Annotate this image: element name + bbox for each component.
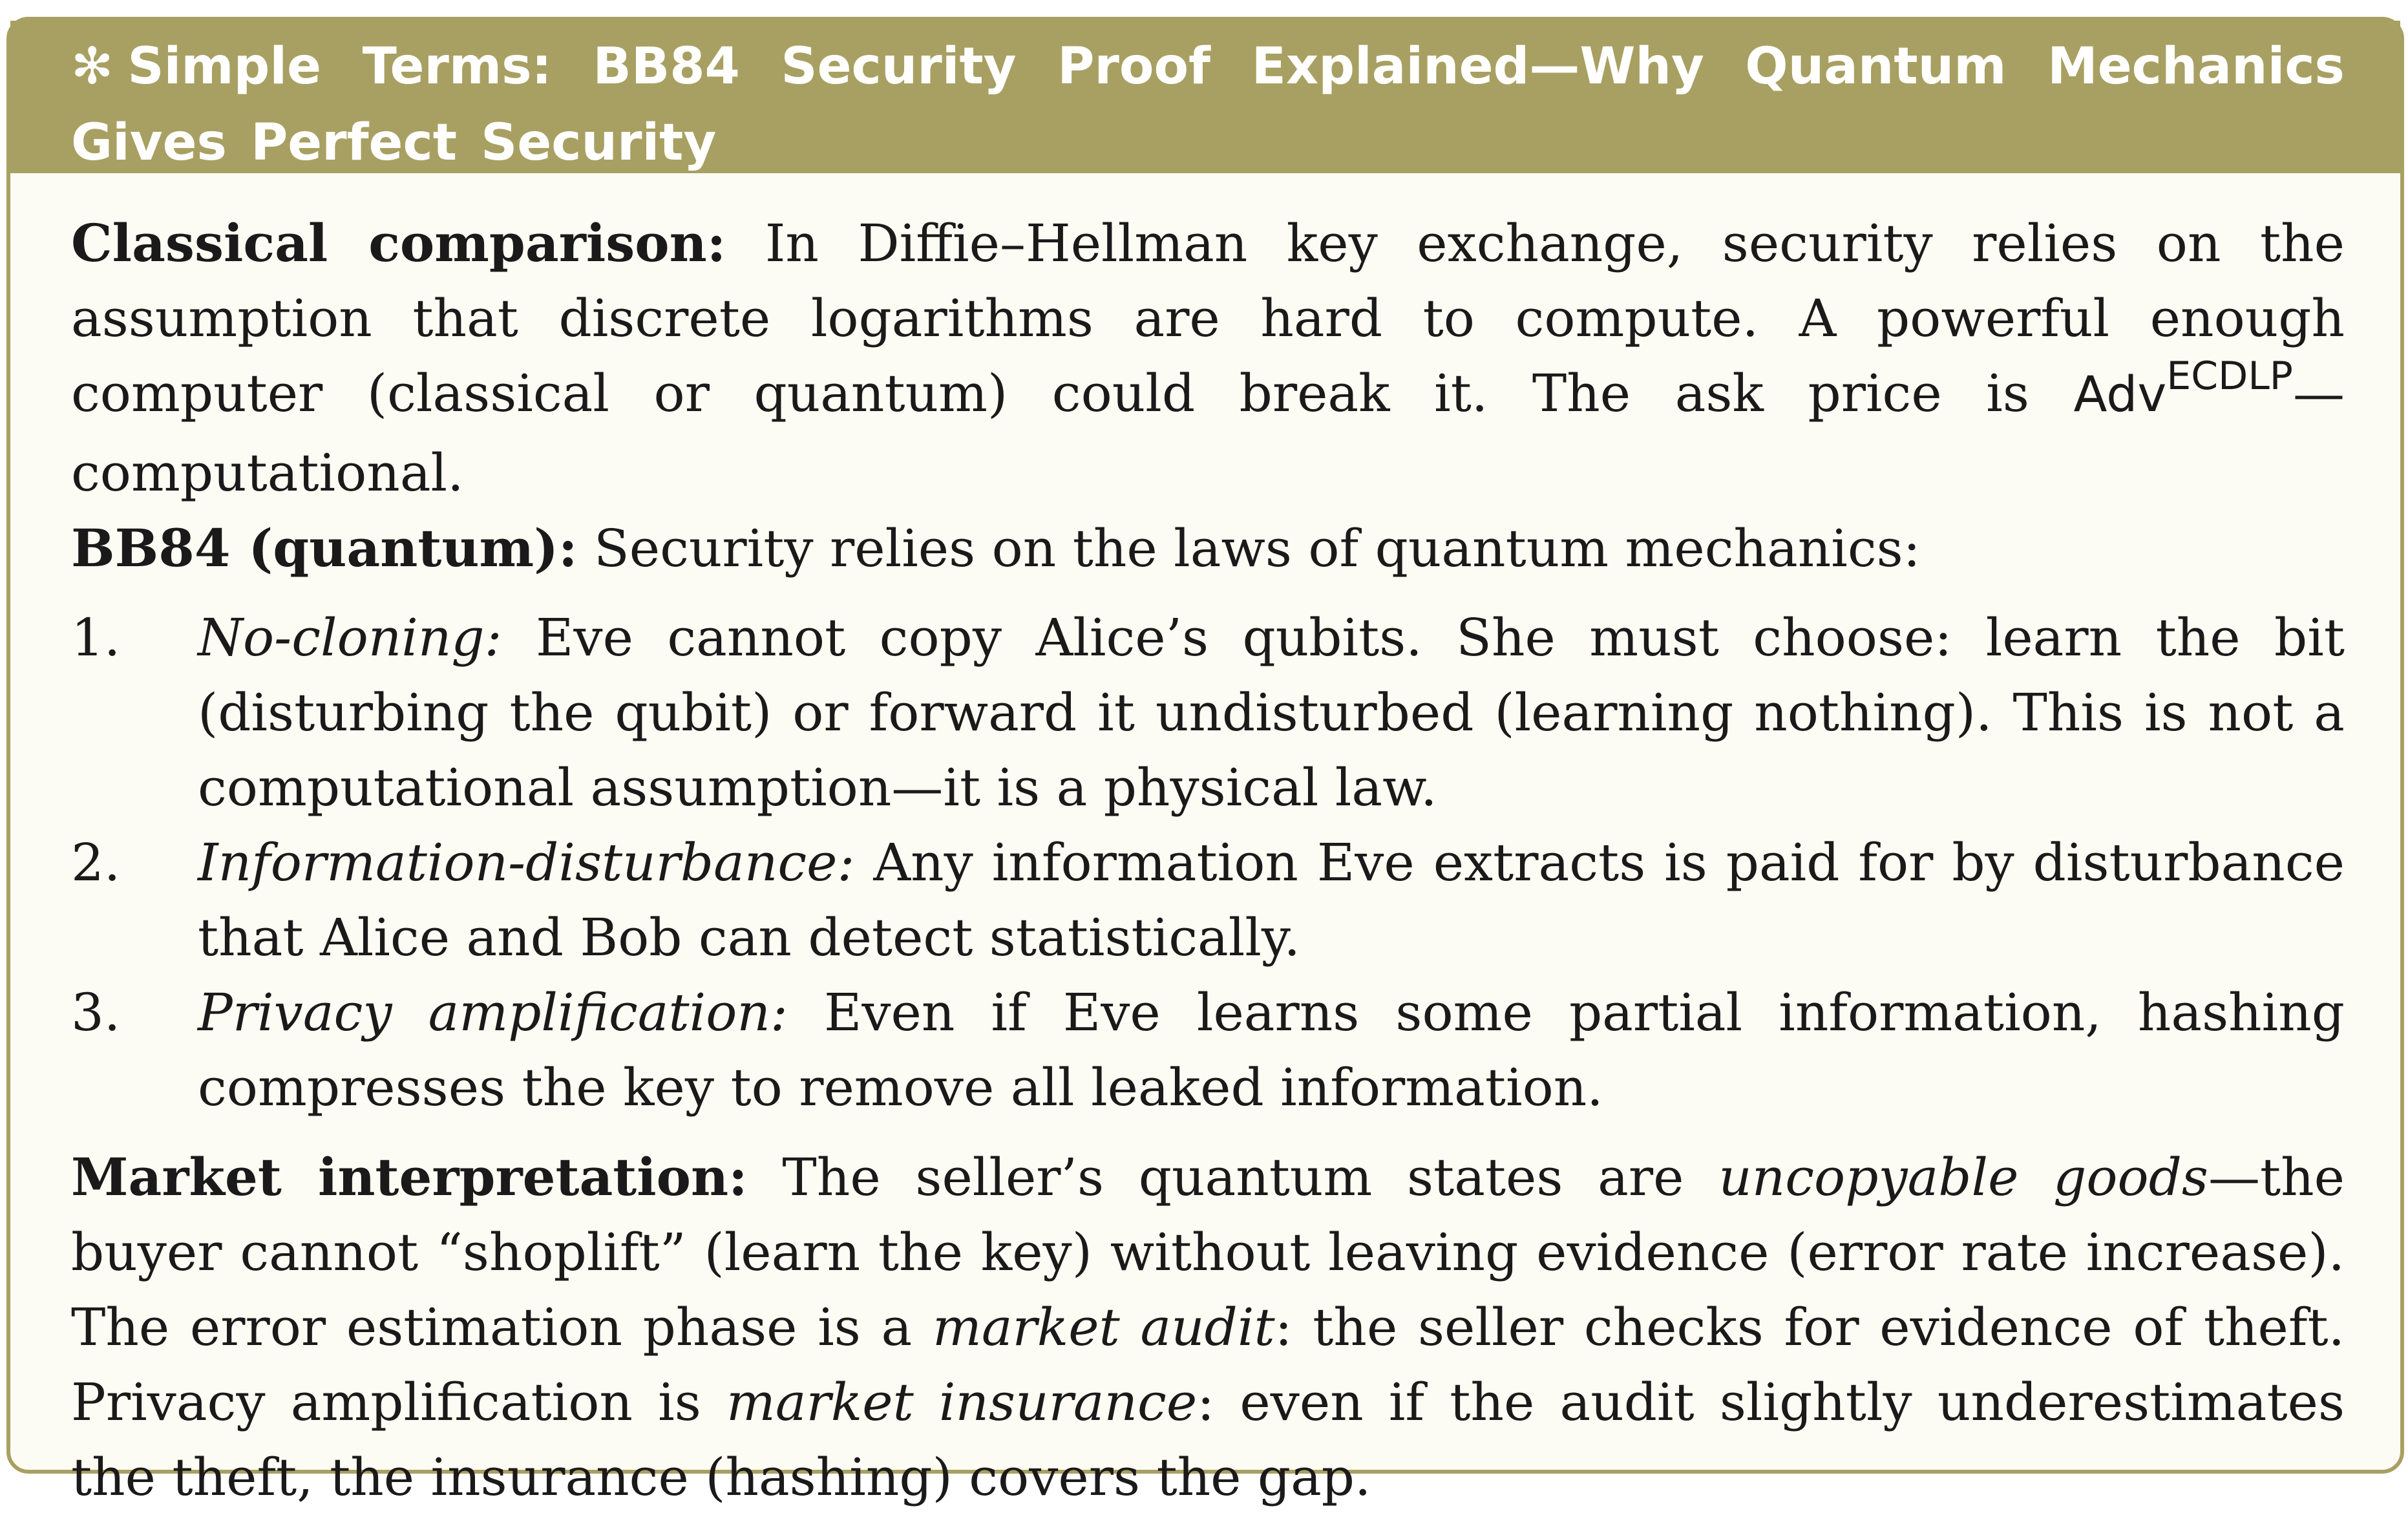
list-item-text: Even if Eve learns some partial information, hashing compresses the key to remove all leaked information.	[198, 982, 2345, 1118]
market-text: : the seller checks for evidence of theft. Privacy amplification is	[71, 1297, 2345, 1432]
list-item-number: 2.	[71, 832, 121, 893]
list-item-text: Any information Eve extracts is paid for by disturbance that Alice and Bob can detect statistically.	[198, 832, 2345, 968]
asterisk-icon: ✻	[71, 37, 114, 96]
classical-comparison-label: Classical comparison:	[71, 213, 726, 273]
classical-text-after: —computational.	[71, 363, 2345, 503]
bb84-text: Security relies on the laws of quantum mechanics:	[577, 518, 1921, 578]
market-text: : even if the audit slightly underestimates the theft, the insurance (hashing) covers the gap.	[71, 1372, 2345, 1507]
adv-term: Adv	[2073, 365, 2167, 423]
market-emphasis-market-audit: market audit	[932, 1297, 1275, 1357]
box-title: Simple Terms: BB84 Security Proof Explained—Why Quantum Mechanics Gives Perfect Security	[71, 37, 2345, 172]
list-item-term: Privacy amplification:	[198, 982, 788, 1043]
list-item-text: Eve cannot copy Alice’s qubits. She must choose: learn the bit (disturbing the qubit) or forward it undisturbed (learning nothing). This is not a computational assumption—it is a physical law.	[198, 608, 2345, 818]
list-item-term: Information-disturbance:	[198, 832, 855, 893]
bb84-paragraph	[71, 511, 2345, 586]
list-item	[71, 975, 2345, 1125]
list-item-number: 1.	[71, 608, 121, 668]
market-interpretation-label: Market interpretation:	[71, 1147, 748, 1207]
market-text: The seller’s quantum states are	[747, 1147, 1719, 1207]
market-interpretation-paragraph	[71, 1139, 2345, 1515]
list-item	[71, 825, 2345, 975]
classical-comparison-paragraph	[71, 206, 2345, 511]
adv-superscript: ECDLP	[2166, 354, 2293, 399]
box-body	[10, 173, 2400, 1515]
market-text: —the buyer cannot “shoplift” (learn the key) without leaving evidence (error rate increase). The error estimation phase is a	[71, 1147, 2345, 1357]
list-item-number: 3.	[71, 982, 121, 1043]
list-item	[71, 600, 2345, 825]
box-header	[10, 21, 2400, 173]
classical-text-before: In Diffie–Hellman key exchange, security relies on the assumption that discrete logarithms are hard to compute. A powerful enough computer (classical or quantum) could break it. The ask price is	[71, 213, 2345, 423]
market-emphasis-market-insurance: market insurance	[726, 1372, 1198, 1432]
list-item-term: No-cloning:	[198, 608, 502, 668]
simple-terms-box	[6, 17, 2404, 1507]
market-emphasis-uncopyable-goods: uncopyable goods	[1718, 1147, 2208, 1207]
security-list	[71, 600, 2345, 1125]
bb84-label: BB84 (quantum):	[71, 518, 578, 578]
